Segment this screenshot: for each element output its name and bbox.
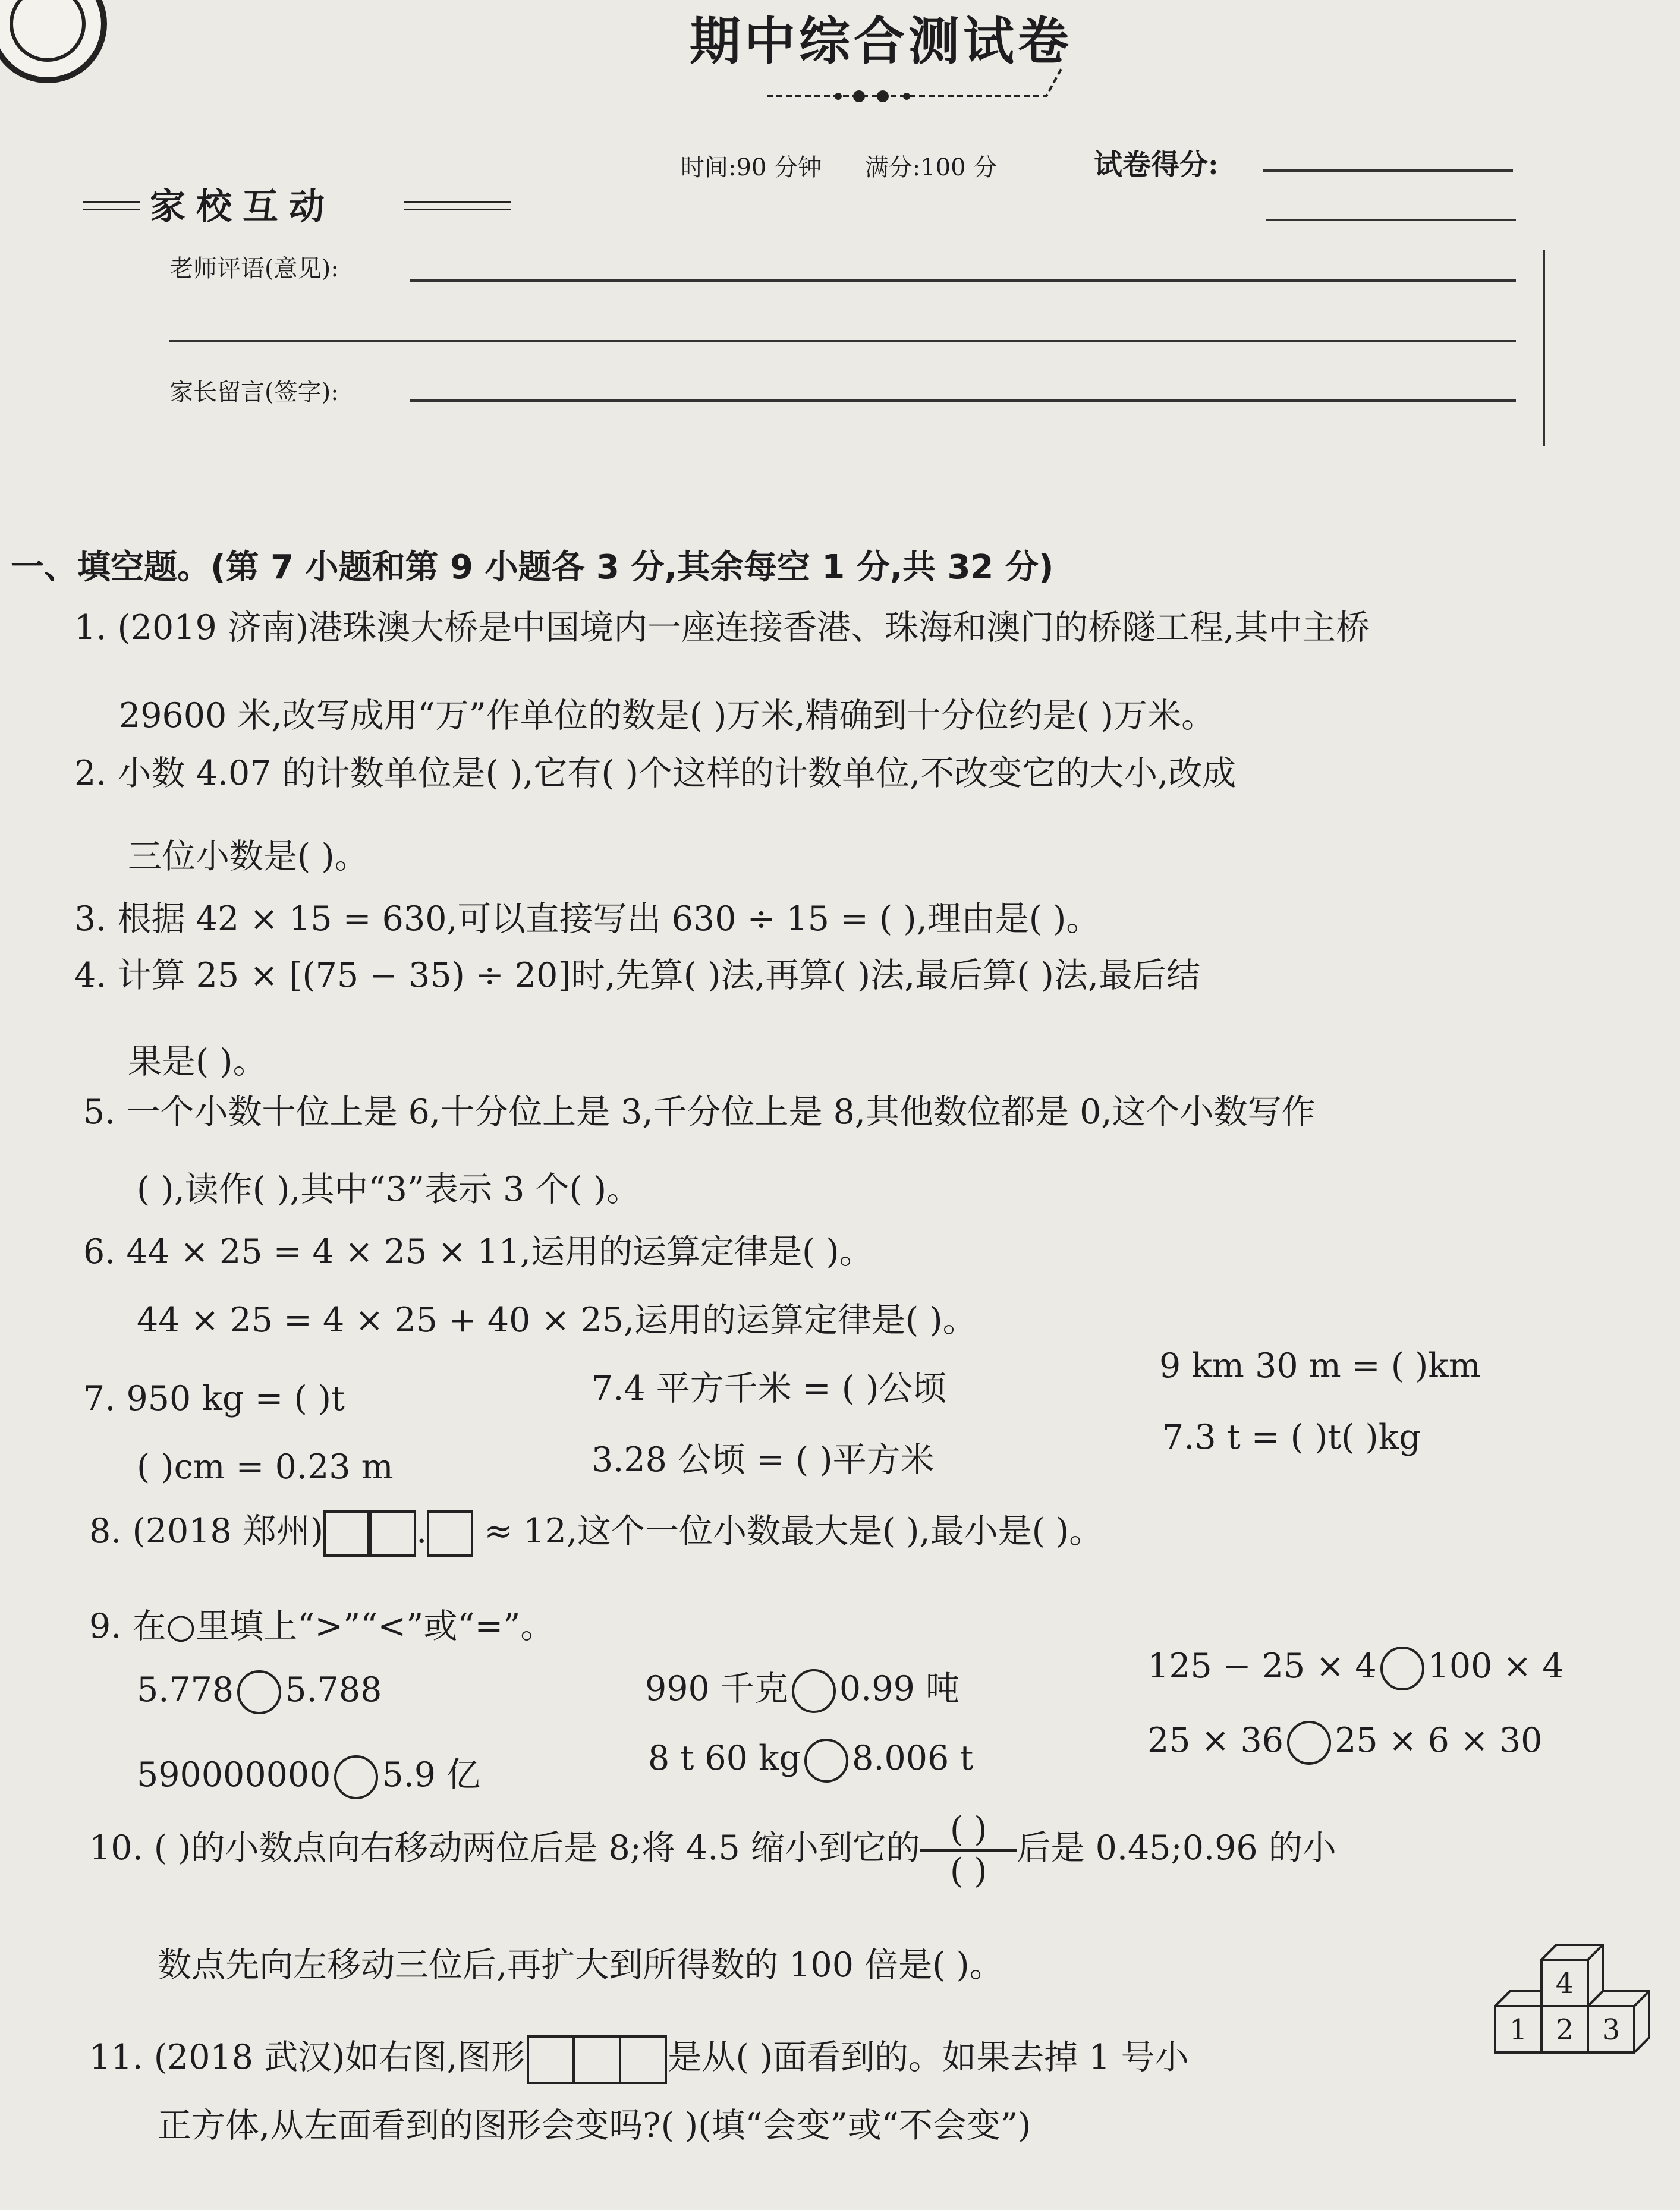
parent-message-label: 家长留言(签字): <box>169 379 339 406</box>
q7-f: 7.3 t = ( )t( )kg <box>1162 1418 1421 1457</box>
q9-item-3: 125 − 25 × 4 100 × 4 <box>1147 1647 1564 1690</box>
teacher-comment-label: 老师评语(意见): <box>169 255 339 282</box>
compare-circle[interactable] <box>1380 1647 1424 1690</box>
q11-line2: 正方体,从左面看到的图形会变吗?( )(填“会变”或“不会变”) <box>158 2106 1031 2145</box>
q10-part1: 10. ( )的小数点向右移动两位后是 8;将 4.5 缩小到它的 <box>89 1828 920 1868</box>
teacher-comment-line-1[interactable] <box>410 279 1516 282</box>
exam-meta <box>681 149 1033 182</box>
home-school-title: 家校互动 <box>150 186 335 228</box>
cube-label-1: 1 <box>1509 2013 1528 2047</box>
digit-box-1[interactable] <box>323 1510 370 1557</box>
compare-circle[interactable] <box>237 1670 281 1714</box>
box-right-border <box>1537 250 1545 446</box>
compare-circle[interactable] <box>792 1669 836 1713</box>
digit-box-2[interactable] <box>370 1510 416 1557</box>
q10-line2: 数点先向左移动三位后,再扩大到所得数的 100 倍是( )。 <box>158 1945 1003 1985</box>
compare-circle[interactable] <box>804 1739 848 1783</box>
q8 <box>89 1504 1103 1557</box>
digit-box-3[interactable] <box>427 1510 473 1557</box>
q7-a: 7. 950 kg = ( )t <box>83 1379 345 1418</box>
q9-item-1: 5.778 5.788 <box>137 1670 382 1714</box>
time-limit: 时间:90 分钟 <box>681 154 822 181</box>
q9-item-5: 8 t 60 kg 8.006 t <box>648 1739 973 1783</box>
comment-line-0 <box>1266 219 1516 221</box>
q6-line1: 6. 44 × 25 = 4 × 25 × 11,运用的运算定律是( )。 <box>83 1232 873 1271</box>
parent-message-line[interactable] <box>410 399 1516 402</box>
q8-dot: . <box>416 1512 427 1551</box>
q4-line1: 4. 计算 25 × [(75 − 35) ÷ 20]时,先算( )法,再算( )法,最后算( )法,最后结 <box>74 956 1200 995</box>
q6-line2: 44 × 25 = 4 × 25 + 40 × 25,运用的运算定律是( )。 <box>137 1301 977 1340</box>
q1-line1: 1. (2019 济南)港珠澳大桥是中国境内一座连接香港、珠海和澳门的桥隧工程,其中主桥 <box>74 608 1370 647</box>
fraction-blank[interactable]: $\frac{( )}{( )}$ <box>920 1810 1017 1891</box>
q3: 3. 根据 42 × 15 = 630,可以直接写出 630 ÷ 15 = ( ),理由是( )。 <box>74 899 1100 939</box>
q9-stem: 9. 在○里填上“>”“<”或“=”。 <box>89 1607 555 1646</box>
publisher-logo <box>0 0 107 83</box>
q7-e: 3.28 公顷 = ( )平方米 <box>592 1440 935 1479</box>
compare-circle[interactable] <box>1287 1721 1331 1765</box>
score-blank[interactable] <box>1263 169 1513 172</box>
three-square-view-figure <box>526 2034 668 2085</box>
q4-line2: 果是( )。 <box>128 1042 267 1081</box>
q8-prefix: 8. (2018 郑州) <box>89 1512 324 1551</box>
teacher-comment-line-2[interactable] <box>169 340 1516 342</box>
compare-circle[interactable] <box>334 1755 378 1799</box>
cube-stack-figure <box>1486 1935 1653 2063</box>
cube-label-3: 3 <box>1602 2013 1621 2047</box>
cube-label-4: 4 <box>1555 1967 1574 2000</box>
q11-part1: 11. (2018 武汉)如右图,图形 <box>89 2038 526 2077</box>
q2-line1: 2. 小数 4.07 的计数单位是( ),它有( )个这样的计数单位,不改变它的大小,改成 <box>74 754 1237 793</box>
q2-line2: 三位小数是( )。 <box>128 837 369 876</box>
q1-line2: 29600 米,改写成用“万”作单位的数是( )万米,精确到十分位约是( )万米。 <box>119 696 1216 735</box>
q10-line1 <box>89 1810 1336 1891</box>
cube-label-2: 2 <box>1555 2013 1574 2047</box>
section1-heading: 一、填空题。(第 7 小题和第 9 小题各 3 分,其余每空 1 分,共 32 分) <box>11 548 1054 587</box>
q7-d: ( )cm = 0.23 m <box>137 1447 394 1487</box>
q7-b: 7.4 平方千米 = ( )公顷 <box>592 1369 947 1408</box>
full-score: 满分:100 分 <box>864 154 998 181</box>
q8-suffix: ≈ 12,这个一位小数最大是( ),最小是( )。 <box>473 1512 1103 1551</box>
q11-part2: 是从( )面看到的。如果去掉 1 号小 <box>668 2038 1189 2077</box>
q5-line1: 5. 一个小数十位上是 6,十分位上是 3,千分位上是 8,其他数位都是 0,这个小数写作 <box>83 1093 1316 1132</box>
q11-line1 <box>89 2030 1189 2085</box>
q9-item-4: 590000000 5.9 亿 <box>137 1748 480 1799</box>
score-label: 试卷得分: <box>1094 148 1219 181</box>
q9-item-6: 25 × 36 25 × 6 × 30 <box>1147 1721 1542 1765</box>
q5-line2: ( ),读作( ),其中“3”表示 3 个( )。 <box>137 1170 641 1209</box>
q10-part2: 后是 0.45;0.96 的小 <box>1017 1828 1336 1868</box>
page-title: 期中综合测试卷 <box>690 11 1072 71</box>
q9-item-2: 990 千克 0.99 吨 <box>645 1661 959 1713</box>
title-decoration <box>767 67 1088 126</box>
q7-c: 9 km 30 m = ( )km <box>1159 1346 1481 1386</box>
